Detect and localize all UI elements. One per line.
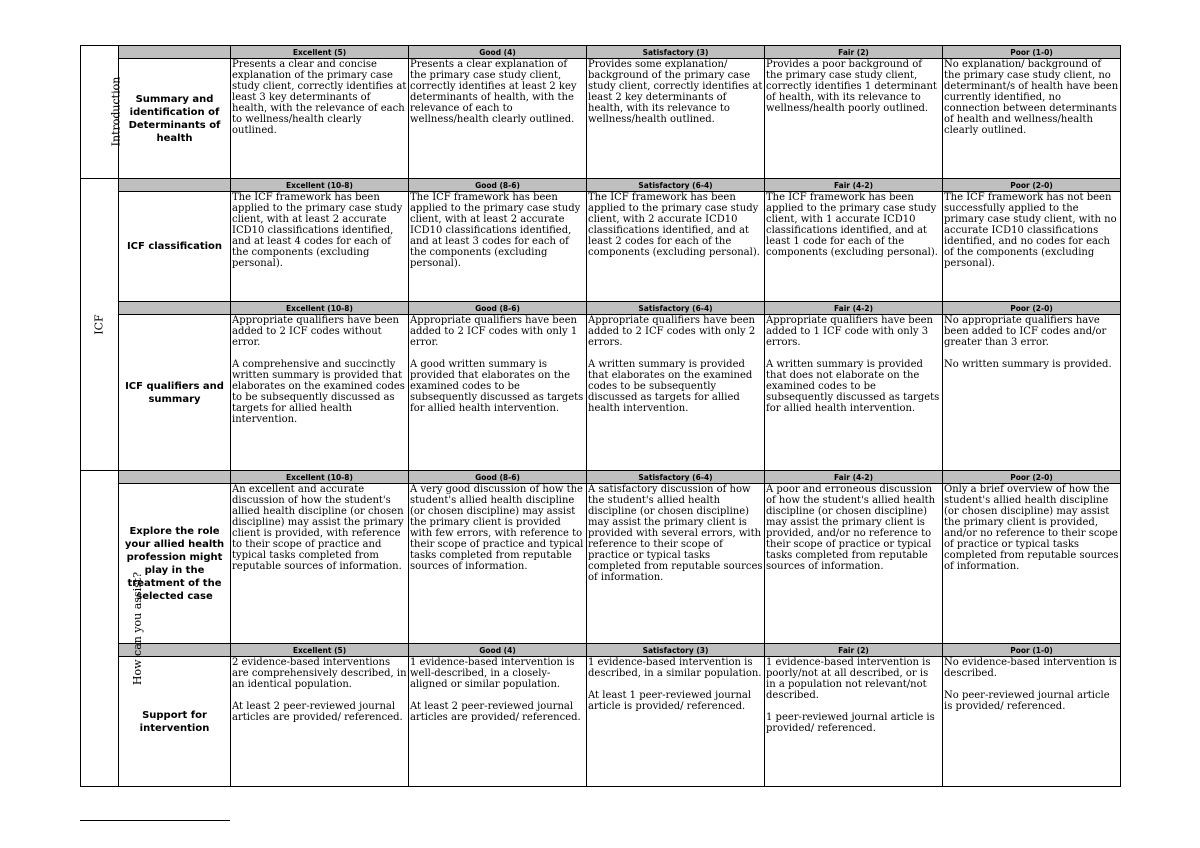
rating-header: Fair (4-2)	[765, 302, 943, 315]
descriptor-cell	[587, 192, 765, 302]
descriptor-text: No evidence-based intervention is described.	[944, 657, 1117, 679]
rating-header: Good (4)	[409, 644, 587, 657]
descriptor-cell	[409, 315, 587, 471]
header-blank-cell	[119, 179, 231, 192]
descriptor-text: Presents a clear explanation of the primary case study client, correctly identifies at least 2 key determinants of health, with the relevance of each to wellness/health clearly outlined.	[410, 59, 577, 125]
rating-header: Excellent (5)	[231, 46, 409, 59]
header-blank-cell	[119, 302, 231, 315]
descriptor-text: 2 evidence-based interventions are comprehensively described, in an identical population.	[232, 657, 407, 690]
descriptor-cell	[409, 484, 587, 644]
rating-header: Satisfactory (6-4)	[587, 179, 765, 192]
criterion-label: Summary and identification of Determinants of health	[119, 59, 231, 179]
rating-header: Excellent (10-8)	[231, 471, 409, 484]
descriptor-text: A comprehensive and succinctly written summary is provided that elaborates on the examined codes to be subsequently discussed as targets for allied health intervention.	[232, 359, 405, 425]
descriptor-cell	[587, 657, 765, 787]
rating-header: Satisfactory (6-4)	[587, 302, 765, 315]
descriptor-cell	[587, 315, 765, 471]
criterion-row	[81, 657, 1121, 787]
criterion-label: ICF classification	[119, 192, 231, 302]
rating-header: Fair (2)	[765, 46, 943, 59]
header-blank-cell	[119, 471, 231, 484]
descriptor-cell	[765, 315, 943, 471]
rating-header-row	[81, 302, 1121, 315]
rating-header: Fair (4-2)	[765, 179, 943, 192]
header-blank-cell	[119, 46, 231, 59]
rating-header: Poor (1-0)	[943, 644, 1121, 657]
assessment-rubric-table	[80, 45, 1121, 787]
rating-header: Good (8-6)	[409, 302, 587, 315]
rating-header-row	[81, 644, 1121, 657]
section-label-icf	[81, 179, 119, 471]
descriptor-cell	[231, 192, 409, 302]
descriptor-text: The ICF framework has been applied to the primary case study client, with at least 2 accurate ICD10 classifications identified, and at least 4 codes for each of the components (excluding personal).	[232, 192, 403, 269]
descriptor-text: An excellent and accurate discussion of how the student's allied health discipline (or chosen discipline) may assist the primary client is provided, with reference to their scope of practice and typical tasks completed from reputable sources of information.	[232, 484, 404, 572]
criterion-label: ICF qualifiers and summary	[119, 315, 231, 471]
descriptor-cell	[231, 657, 409, 787]
rating-header: Excellent (10-8)	[231, 302, 409, 315]
descriptor-cell	[943, 192, 1121, 302]
descriptor-text: No appropriate qualifiers have been added to ICF codes and/or greater than 3 error.	[944, 315, 1107, 348]
criterion-row	[81, 484, 1121, 644]
descriptor-text: 1 evidence-based intervention is poorly/not at all described, or is in a population not relevant/not described.	[766, 657, 931, 701]
descriptor-text: Provides some explanation/ background of the primary case study client, correctly identifies at least 2 key determinants of health, with its relevance to wellness/health outlined.	[588, 59, 763, 125]
descriptor-text: A very good discussion of how the student's allied health discipline (or chosen discipline) may assist the primary client is provided with few errors, with reference to their scope of practice and typical tasks completed from reputable sources of information.	[410, 484, 584, 572]
criterion-row	[81, 192, 1121, 302]
descriptor-text: A written summary is provided that elaborates on the examined codes to be subsequently discussed as targets for allied health intervention.	[588, 359, 753, 414]
rating-header: Satisfactory (3)	[587, 46, 765, 59]
criterion-label: Support for intervention	[119, 657, 231, 787]
section-label-assist	[81, 471, 145, 787]
rating-header-row	[81, 179, 1121, 192]
descriptor-text: The ICF framework has not been successfully applied to the primary case study client, with no accurate ICD10 classifications identified, and no codes for each of the components (excluding personal).	[944, 192, 1117, 269]
rating-header: Satisfactory (3)	[587, 644, 765, 657]
descriptor-text: A satisfactory discussion of how the student's allied health discipline (or chosen discipline) may assist the primary client is provided with several errors, with reference to their scope of practice or typical tasks completed from reputable sources of information.	[588, 484, 763, 583]
descriptor-text: No explanation/ background of the primary case study client, no determinant/s of health have been currently identified, no connection between determinants of health and wellness/health clearly outlined.	[944, 59, 1119, 136]
descriptor-cell	[943, 315, 1121, 471]
descriptor-text: Presents a clear and concise explanation of the primary case study client, correctly identifies at least 3 key determinants of health, with the relevance of each to wellness/health clearly outlined.	[232, 59, 407, 136]
descriptor-text: The ICF framework has been applied to the primary case study client, with 2 accurate ICD10 classifications identified, and at least 2 codes for each of the components (excluding personal).	[588, 192, 760, 258]
descriptor-text: A good written summary is provided that elaborates on the examined codes to be subsequently discussed as targets for allied health intervention.	[410, 359, 584, 414]
rating-header: Good (8-6)	[409, 179, 587, 192]
footnote-separator	[80, 820, 230, 821]
descriptor-cell	[587, 484, 765, 644]
rating-header: Poor (1-0)	[943, 46, 1121, 59]
descriptor-cell	[587, 59, 765, 179]
descriptor-text: Appropriate qualifiers have been added to 2 ICF codes with only 2 errors.	[588, 315, 756, 348]
descriptor-text: 1 evidence-based intervention is described, in a similar population.	[588, 657, 762, 679]
descriptor-text: The ICF framework has been applied to the primary case study client, with 1 accurate ICD10 classifications identified, and at least 1 code for each of the components (excluding personal).	[766, 192, 938, 258]
section-label-text: How can you assist?	[131, 571, 145, 685]
rating-header-row	[81, 471, 1121, 484]
descriptor-cell	[943, 59, 1121, 179]
descriptor-text: Appropriate qualifiers have been added to 1 ICF code with only 3 errors.	[766, 315, 933, 348]
descriptor-cell	[765, 59, 943, 179]
descriptor-text: A written summary is provided that does not elaborate on the examined codes to be subsequently discussed as targets for allied health intervention.	[766, 359, 940, 414]
rating-header: Poor (2-0)	[943, 179, 1121, 192]
descriptor-text: At least 2 peer-reviewed journal articles are provided/ referenced.	[410, 701, 581, 723]
rating-header-row	[81, 46, 1121, 59]
descriptor-text: Appropriate qualifiers have been added to 2 ICF codes with only 1 error.	[410, 315, 578, 348]
descriptor-cell	[409, 657, 587, 787]
descriptor-cell	[765, 484, 943, 644]
rating-header: Fair (2)	[765, 644, 943, 657]
criterion-label: Explore the role your allied health profession might play in the treatment of the selected case	[119, 484, 231, 644]
descriptor-cell	[943, 657, 1121, 787]
descriptor-text: 1 evidence-based intervention is well-described, in a closely-aligned or similar population.	[410, 657, 575, 690]
rating-header: Excellent (5)	[231, 644, 409, 657]
descriptor-text: No peer-reviewed journal article is provided/ referenced.	[944, 690, 1110, 712]
rating-header: Poor (2-0)	[943, 302, 1121, 315]
criterion-row	[81, 59, 1121, 179]
section-label-introduction	[81, 46, 123, 179]
criterion-row	[81, 315, 1121, 471]
rating-header: Poor (2-0)	[943, 471, 1121, 484]
descriptor-cell	[231, 59, 409, 179]
descriptor-cell	[231, 484, 409, 644]
descriptor-text: A poor and erroneous discussion of how the student's allied health discipline (or chosen discipline) may assist the primary client is provided, and/or no reference to their scope of practice or typical tasks completed from reputable sources of information.	[766, 484, 936, 572]
section-label-text: Introduction	[109, 76, 123, 147]
rating-header: Fair (4-2)	[765, 471, 943, 484]
descriptor-cell	[231, 315, 409, 471]
descriptor-cell	[409, 59, 587, 179]
descriptor-text: At least 2 peer-reviewed journal articles are provided/ referenced.	[232, 701, 403, 723]
rating-header: Satisfactory (6-4)	[587, 471, 765, 484]
descriptor-text: Only a brief overview of how the student's allied health discipline (or chosen discipline) may assist the primary client is provided, and/or no reference to their scope of practice or typical tasks completed from reputable sources of information.	[944, 484, 1119, 572]
rating-header: Excellent (10-8)	[231, 179, 409, 192]
rating-header: Good (4)	[409, 46, 587, 59]
descriptor-text: At least 1 peer-reviewed journal article is provided/ referenced.	[588, 690, 752, 712]
descriptor-cell	[943, 484, 1121, 644]
descriptor-text: 1 peer-reviewed journal article is provided/ referenced.	[766, 712, 935, 734]
descriptor-text: The ICF framework has been applied to the primary case study client, with at least 2 accurate ICD10 classifications identified, and at least 3 codes for each of the components (excluding personal).	[410, 192, 581, 269]
descriptor-text: No written summary is provided.	[944, 359, 1112, 370]
rating-header: Good (8-6)	[409, 471, 587, 484]
descriptor-cell	[409, 192, 587, 302]
descriptor-cell	[765, 192, 943, 302]
descriptor-text: Appropriate qualifiers have been added to 2 ICF codes without error.	[232, 315, 399, 348]
descriptor-text: Provides a poor background of the primary case study client, correctly identifies 1 determinant of health, with its relevance to wellness/health poorly outlined.	[766, 59, 937, 114]
section-label-text: ICF	[93, 313, 106, 335]
descriptor-cell	[765, 657, 943, 787]
